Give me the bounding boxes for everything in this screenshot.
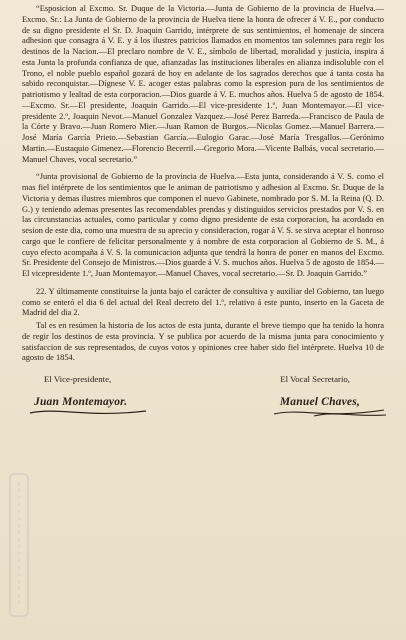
signature-names [22, 396, 384, 408]
signature-titles [22, 374, 384, 384]
vocal-secretary-name: Manuel Chaves, [279, 396, 360, 408]
paragraph-summary: Tal es en resúmen la historia de los actos de esta junta, durante el breve tiempo que ha tenido la honra de regir los destinos de esta provincia. Y se publica por acuerdo de la misma junta para conocimiento y satisfaccion de sus representados, de cuyos votos y opiniones cree haber sido fiel intérprete. Huelva 10 de agosto de 1854. [22, 321, 384, 363]
library-stamp-icon [4, 470, 34, 620]
vocal-secretary-signature [280, 396, 360, 408]
paragraph-item-22: 22. Y últimamente constituirse la junta bajo el carácter de consultiva y auxiliar del Gobierno, tan luego como se enteró el dia 6 del actual del Real decreto del 1.º, relativo á este punto, inserto en la Gaceta de Madrid del dia 2. [22, 286, 384, 318]
vice-president-signature [34, 396, 127, 408]
paragraph-exposition-duke: “Esposicion al Excmo. Sr. Duque de la Victoria.—Junta de Gobierno de la provincia de Huelva.—Excmo. Sr.: La Junta de Gobierno de la provincia de Huelva tiene la honra de ofrecer á V. E., por conducto de su digno presidente el Sr. D. Joaquin Garrido, intérprete de sus sentimientos, el homenaje de sincera adhesion que consagra á V. E. y á los ilustres patricios llamados en momentos tan solemnes para regir los destinos de la Nacion.—El preclaro nombre de V. E., símbolo de libertad, moralidad y justicia, inspira á esta Junta la profunda confianza de que, afianzadas las instituciones liberales en alianza indisoluble con el Trono, el noble pueblo español gozará de hoy en adelante de los sagrados derechos que á tanta costa ha sabido reconquistar.—Dígnese V. E. acoger estas palabras como la espresion pura de los sentimientos de patriotismo y lealtad de esta corporacion.—Dios guarde á V. E. muchos años. Huelva 5 de agosto de 1854.—Excmo. Sr.—El presidente, Joaquin Garrido.—El vice-presidente 1.º, Juan Montemayor.—El vice-presidente 2.º, Joaquin Nevot.—Manuel Gonzalez Vazquez.—José Perez Barreda.—Francisco de Paula de la Córte y Bravo.—Juan Romero Mier.—Juan Ramon de Burgos.—Nicolas Gomez.—Manuel Barrera.—José María García Prieto.—Sebastian García.—Eulogio Garac.—José María Tresgallos.—Gerónimo Martin.—Eustaquio Gimenez.—Florencio Becerril.—Gregorio Mora.—Vicente Balbás, vocal secretario.—Manuel Chaves, vocal secretario.” [22, 4, 384, 164]
paragraph-provisional-junta: “Junta provisional de Gobierno de la provincia de Huelva.—Esta junta, considerando á V. S. como el mas fiel intérprete de los sentimientos que le animan de patriotismo y adhesion al Excmo. Sr. Duque de la Victoria y demas ilustres miembros que componen el nuevo Gabinete, nombrado por S. M. la Reina (Q. D. G.) y teniendo ademas presentes las recomendables prendas y distinguidos servicios prestados por V. S. en las circunstancias actuales, como particular y como digno presidente de esta corporacion, ha acordado en sesion de este dia, como una muestra de su aprecio y consideracion, rogar á V. S. se sirva aceptar el honroso cargo que le confiere de felicitar personalmente y á nombre de esta corporacion al Gobierno de S. M., á cuyo efecto acompaña á V. S. la comunicacion adjunta que tendrá la honra de poner en manos del Excmo. Sr. Presidente del Consejo de Ministros.—Dios guarde á V. S. muchos años. Huelva 5 de agosto de 1854.—El vicepresidente 1.º, Juan Montemayor.—Manuel Chaves, vocal secretario.—Sr. D. Joaquin Garrido.” [22, 172, 384, 278]
vice-president-title: El Vice-presidente, [44, 374, 112, 384]
signature-flourish-icon [274, 405, 394, 419]
signature-flourish-icon [28, 405, 148, 419]
vice-president-name: Juan Montemayor. [34, 396, 128, 408]
vocal-secretary-title: El Vocal Secretario, [280, 374, 350, 384]
